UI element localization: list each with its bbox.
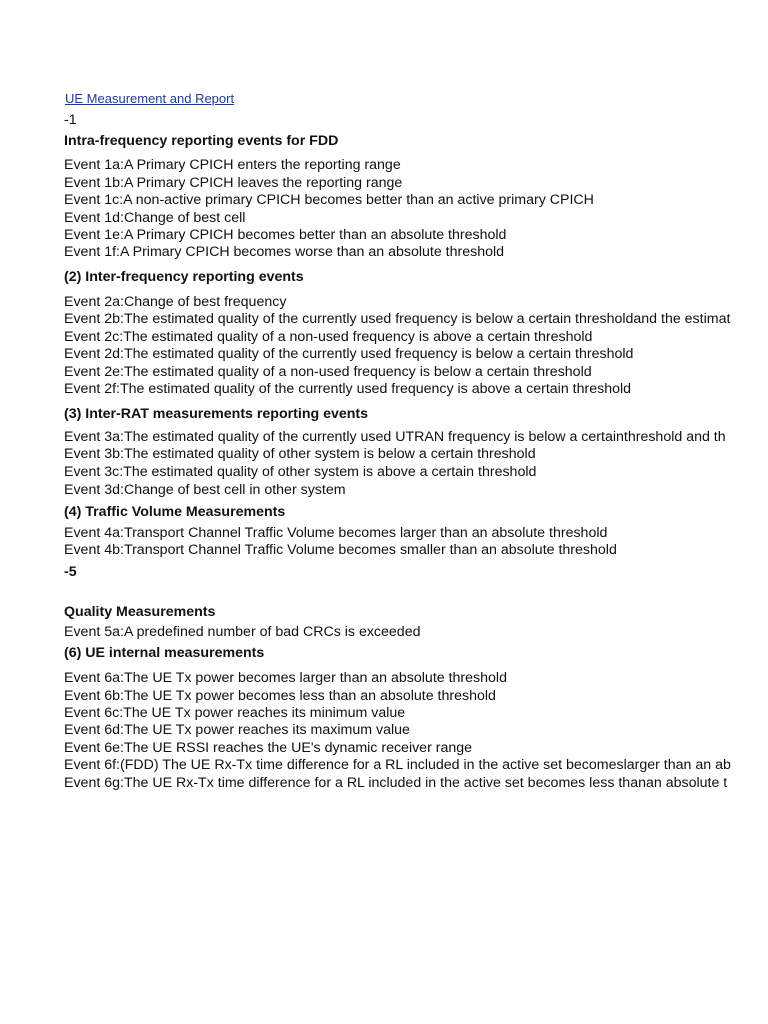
event-line: Event 2d:The estimated quality of the currently used frequency is below a certain threshold <box>64 346 634 362</box>
section-heading-inter-rat: (3) Inter-RAT measurements reporting events <box>64 406 369 422</box>
section-heading-intra-frequency: Intra-frequency reporting events for FDD <box>64 133 339 149</box>
event-line: Event 3c:The estimated quality of other system is above a certain threshold <box>64 464 537 480</box>
event-line: Event 1c:A non-active primary CPICH becomes better than an active primary CPICH <box>64 192 594 208</box>
event-line: Event 2b:The estimated quality of the currently used frequency is below a certain thresholdand the estimat <box>64 311 731 327</box>
section-marker-1: -1 <box>64 112 77 128</box>
event-line: Event 2a:Change of best frequency <box>64 294 287 310</box>
event-line: Event 6d:The UE Tx power reaches its maximum value <box>64 722 410 738</box>
event-line: Event 2c:The estimated quality of a non-used frequency is above a certain threshold <box>64 329 593 345</box>
event-line: Event 4b:Transport Channel Traffic Volume becomes smaller than an absolute threshold <box>64 542 617 558</box>
event-line: Event 2e:The estimated quality of a non-used frequency is below a certain threshold <box>64 364 592 380</box>
event-line: Event 3d:Change of best cell in other system <box>64 482 346 498</box>
event-line: Event 1b:A Primary CPICH leaves the reporting range <box>64 175 403 191</box>
event-line: Event 3b:The estimated quality of other system is below a certain threshold <box>64 446 536 462</box>
event-line: Event 1e:A Primary CPICH becomes better than an absolute threshold <box>64 227 507 243</box>
event-line: Event 6g:The UE Rx-Tx time difference for a RL included in the active set becomes less thanan absolute t <box>64 775 728 791</box>
event-line: Event 1a:A Primary CPICH enters the reporting range <box>64 157 401 173</box>
event-line: Event 1d:Change of best cell <box>64 210 246 226</box>
section-heading-quality: Quality Measurements <box>64 604 216 620</box>
event-line: Event 4a:Transport Channel Traffic Volume becomes larger than an absolute threshold <box>64 525 608 541</box>
section-marker-5: -5 <box>64 564 77 580</box>
section-heading-traffic-volume: (4) Traffic Volume Measurements <box>64 504 286 520</box>
event-line: Event 1f:A Primary CPICH becomes worse than an absolute threshold <box>64 244 505 260</box>
event-line: Event 6b:The UE Tx power becomes less than an absolute threshold <box>64 688 496 704</box>
event-line: Event 6a:The UE Tx power becomes larger than an absolute threshold <box>64 670 507 686</box>
event-line: Event 2f:The estimated quality of the currently used frequency is above a certain threshold <box>64 381 632 397</box>
event-line: Event 6c:The UE Tx power reaches its minimum value <box>64 705 406 721</box>
event-line: Event 5a:A predefined number of bad CRCs is exceeded <box>64 624 421 640</box>
event-line: Event 3a:The estimated quality of the currently used UTRAN frequency is below a certainthreshold and th <box>64 429 726 445</box>
section-heading-inter-frequency: (2) Inter-frequency reporting events <box>64 269 304 285</box>
ue-measurement-report-link[interactable]: UE Measurement and Report <box>65 91 235 106</box>
event-line: Event 6f:(FDD) The UE Rx-Tx time difference for a RL included in the active set becomeslarger than an ab <box>64 757 731 773</box>
section-heading-ue-internal: (6) UE internal measurements <box>64 645 265 661</box>
event-line: Event 6e:The UE RSSI reaches the UE's dynamic receiver range <box>64 740 473 756</box>
